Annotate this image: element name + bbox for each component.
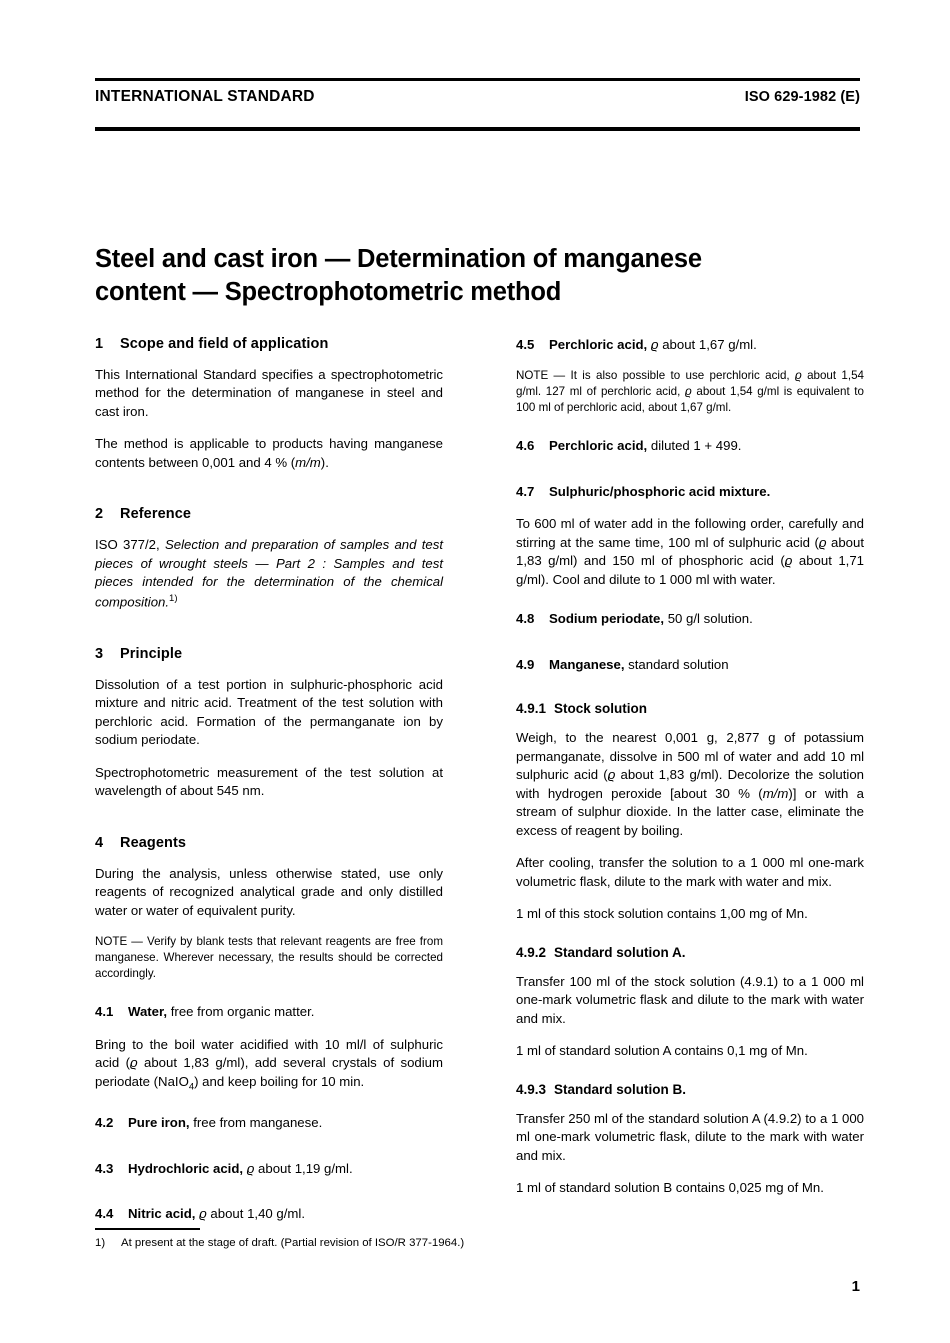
section1-paragraph-1: This International Standard specifies a spectrophotometric method for the determination of manganese in steel and cast iron.	[95, 367, 443, 419]
reagent-4-2-name: Pure iron,	[128, 1115, 190, 1131]
subsection-heading-4-9-2	[516, 945, 864, 960]
subsection-heading-4-9-3	[516, 1082, 864, 1097]
section2-reference	[95, 536, 443, 611]
detail-47-b: about 1,83 g/ml) and 150 ml of phosphoric acid (	[516, 534, 865, 569]
reagent-4-1-number: 4.1	[95, 1004, 114, 1020]
note-45-a: NOTE — It is also possible to use perchloric acid,	[516, 369, 795, 383]
reagent-4-4-name: Nitric acid,	[128, 1206, 196, 1222]
reagent-4-8-rest: 50 g/l solution.	[664, 611, 753, 627]
section3-paragraph-2: Spectrophotometric measurement of the test solution at wavelength of about 545 nm.	[95, 764, 443, 799]
subsection-heading-4-9-1	[516, 701, 864, 716]
section-heading-3	[95, 646, 443, 662]
reference-title: Selection and preparation of samples and test pieces of wrought steels — Part 2 : Samples and test pieces intended for the determination of the chemical composition.	[95, 537, 443, 610]
reagent-4-3-rest: about 1,19 g/ml.	[254, 1160, 353, 1176]
p491-c: )] or with a stream of sulphur dioxide. In the latter case, eliminate the excess of reagent by boiling.	[516, 785, 864, 838]
section1-paragraph-2	[95, 435, 443, 472]
subsection-number-4-9-3: 4.9.3	[516, 1081, 547, 1097]
reagent-4-2-number: 4.2	[95, 1115, 114, 1131]
sub-491-paragraph-3: 1 ml of this stock solution contains 1,00 mg of Mn.	[516, 906, 808, 922]
reagent-4-3	[95, 1160, 443, 1178]
detail-47-c: about 1,71 g/ml). Cool and dilute to 1 000 ml with water.	[516, 553, 864, 587]
footnote-text: At present at the stage of draft. (Partial revision of ISO/R 377-1964.)	[121, 1237, 465, 1249]
page-title	[95, 243, 835, 309]
reagent-4-1-name: Water,	[128, 1004, 168, 1020]
reagent-4-9-name: Manganese,	[549, 656, 625, 672]
reagent-4-5-name: Perchloric acid,	[549, 337, 648, 352]
page-number: 1	[851, 1278, 860, 1295]
section-heading-1	[95, 336, 443, 352]
footnote	[95, 1236, 695, 1251]
section-title-3: Principle	[120, 645, 183, 662]
reagent-4-8-number: 4.8	[516, 611, 535, 627]
sub-491-paragraph-2: After cooling, transfer the solution to a 1 000 ml one-mark volumetric flask, dilute to the mark with water and mix.	[516, 855, 864, 889]
rho-symbol: ϱ	[246, 1160, 255, 1176]
reagent-4-5-note	[516, 368, 864, 416]
reagent-4-1-detail-a: Bring to the boil water acidified with 10 ml/l of sulphuric acid (	[95, 1036, 443, 1071]
section-title-4: Reagents	[120, 834, 187, 851]
reagent-4-4-rest: about 1,40 g/ml.	[206, 1206, 305, 1222]
section1-p2-part-b: ).	[320, 454, 329, 470]
header-standard-label: INTERNATIONAL STANDARD	[95, 88, 315, 105]
reagent-4-8-name: Sodium periodate,	[549, 611, 665, 627]
page-title-line-1: Steel and cast iron — Determination of manganese	[95, 245, 702, 273]
reagent-4-2-rest: free from manganese.	[189, 1115, 323, 1131]
reagent-4-6	[516, 437, 864, 455]
rho-symbol: ϱ	[607, 767, 616, 783]
rho-symbol: ϱ	[784, 553, 793, 569]
reagent-4-6-name: Perchloric acid,	[549, 438, 648, 454]
subsection-title-4-9-1: Stock solution	[554, 701, 648, 717]
section-heading-2	[95, 506, 443, 522]
footnote-number: 1)	[95, 1237, 106, 1249]
right-column	[516, 336, 864, 1198]
reagent-4-6-number: 4.6	[516, 438, 535, 454]
reagent-4-3-name: Hydrochloric acid,	[128, 1160, 244, 1176]
sub-493-paragraph-1: Transfer 250 ml of the standard solution A (4.9.2) to a 1 000 ml one-mark volumetric flask, dilute to the mark with water and mix.	[516, 1110, 864, 1163]
reagent-4-7	[516, 483, 864, 501]
section4-paragraph-1: During the analysis, unless otherwise stated, use only reagents of recognized analytical grade and only distilled water or water of equivalent purity.	[95, 865, 443, 918]
section-number-3: 3	[95, 645, 104, 662]
reagent-4-9-number: 4.9	[516, 656, 535, 672]
reagent-4-5-rest: about 1,67 g/ml.	[658, 337, 757, 352]
rho-symbol: ϱ	[650, 337, 659, 352]
reagent-4-1-detail	[95, 1036, 443, 1094]
reagent-4-4	[95, 1205, 443, 1223]
page-title-line-2: content — Spectrophotometric method	[95, 278, 562, 307]
p491-a: Weigh, to the nearest 0,001 g, 2,877 g of potassium permanganate, dissolve in 500 ml of water and add 10 ml sulphuric acid (	[516, 730, 864, 783]
footnote-separator	[95, 1228, 200, 1230]
header-rule-top	[95, 78, 860, 81]
rho-symbol: ϱ	[818, 534, 827, 550]
reagent-4-1-rest: free from organic matter.	[167, 1004, 315, 1020]
page-header	[95, 88, 860, 106]
reagent-4-1	[95, 1003, 443, 1021]
reagent-4-8	[516, 610, 864, 628]
section-number-2: 2	[95, 506, 104, 523]
section3-paragraph-1: Dissolution of a test portion in sulphuric-phosphoric acid mixture and nitric acid. Treatment of the test solution with perchloric acid. Formation of the permanganate ion by sodium periodate.	[95, 676, 443, 748]
subsection-number-4-9-2: 4.9.2	[516, 944, 547, 960]
header-rule-bottom	[95, 127, 860, 131]
reagent-4-2	[95, 1114, 443, 1132]
subsection-title-4-9-3: Standard solution B.	[554, 1081, 687, 1097]
sub-493-paragraph-2: 1 ml of standard solution B contains 0,025 mg of Mn.	[516, 1180, 824, 1196]
reagent-4-9	[516, 656, 864, 674]
reagent-4-6-rest: diluted 1 + 499.	[647, 438, 742, 454]
reagent-4-5-number: 4.5	[516, 337, 535, 352]
section1-p2-part-a: The method is applicable to products having manganese contents between 0,001 and 4 % (	[95, 436, 443, 470]
subsection-number-4-9-1: 4.9.1	[516, 701, 547, 717]
reference-prefix: ISO 377/2,	[95, 537, 165, 553]
section1-p2-italic: m/m	[295, 454, 321, 470]
subsection-title-4-9-2: Standard solution A.	[554, 944, 686, 960]
header-standard-number: ISO 629-1982 (E)	[744, 89, 860, 105]
reagent-4-7-detail	[516, 515, 864, 589]
reagent-4-4-number: 4.4	[95, 1206, 114, 1222]
p491-italic: m/m	[762, 785, 789, 801]
note-45-b: about 1,54 g/ml. 127 ml of perchloric acid,	[516, 369, 864, 399]
reagent-4-1-detail-b: about 1,83 g/ml), add several crystals of sodium periodate (NaIO	[95, 1055, 443, 1089]
reagent-4-1-detail-c: ) and keep boiling for 10 min.	[194, 1073, 365, 1089]
reagent-4-7-name: Sulphuric/phosphoric acid mixture.	[549, 483, 771, 499]
section4-note: NOTE — Verify by blank tests that relevant reagents are free from manganese. Wherever necessary, the results should be corrected accordingly.	[95, 935, 443, 981]
section-title-1: Scope and field of application	[120, 336, 329, 352]
sub-491-paragraph-1	[516, 729, 864, 840]
sub-492-paragraph-2: 1 ml of standard solution A contains 0,1 mg of Mn.	[516, 1043, 808, 1059]
rho-symbol: ϱ	[199, 1206, 207, 1222]
rho-symbol: ϱ	[795, 369, 802, 383]
rho-symbol: ϱ	[685, 385, 692, 399]
reagent-4-9-rest: standard solution	[624, 656, 729, 672]
reagent-4-3-number: 4.3	[95, 1160, 114, 1176]
reagent-4-7-number: 4.7	[516, 483, 535, 499]
p491-b: about 1,83 g/ml). Decolorize the solution with hydrogen peroxide [about 30 % (	[516, 767, 864, 801]
section-title-2: Reference	[120, 506, 192, 523]
rho-symbol: ϱ	[129, 1055, 138, 1071]
note-45-c: about 1,54 g/ml is equivalent to 100 ml of perchloric acid, about 1,67 g/ml.	[516, 385, 864, 415]
detail-47-a: To 600 ml of water add in the following order, carefully and stirring at the same time, 100 ml of sulphuric acid (	[516, 516, 864, 550]
sub-492-paragraph-1: Transfer 100 ml of the stock solution (4.9.1) to a 1 000 ml one-mark volumetric flask and dilute to the mark with water and mix.	[516, 973, 864, 1026]
section-heading-4	[95, 835, 443, 851]
reference-footnote-marker: 1)	[169, 592, 178, 604]
left-column	[95, 336, 443, 1238]
formula-subscript: 4	[188, 1081, 195, 1093]
reagent-4-5	[516, 336, 864, 354]
section-number-4: 4	[95, 834, 104, 851]
section-number-1: 1	[95, 336, 104, 352]
